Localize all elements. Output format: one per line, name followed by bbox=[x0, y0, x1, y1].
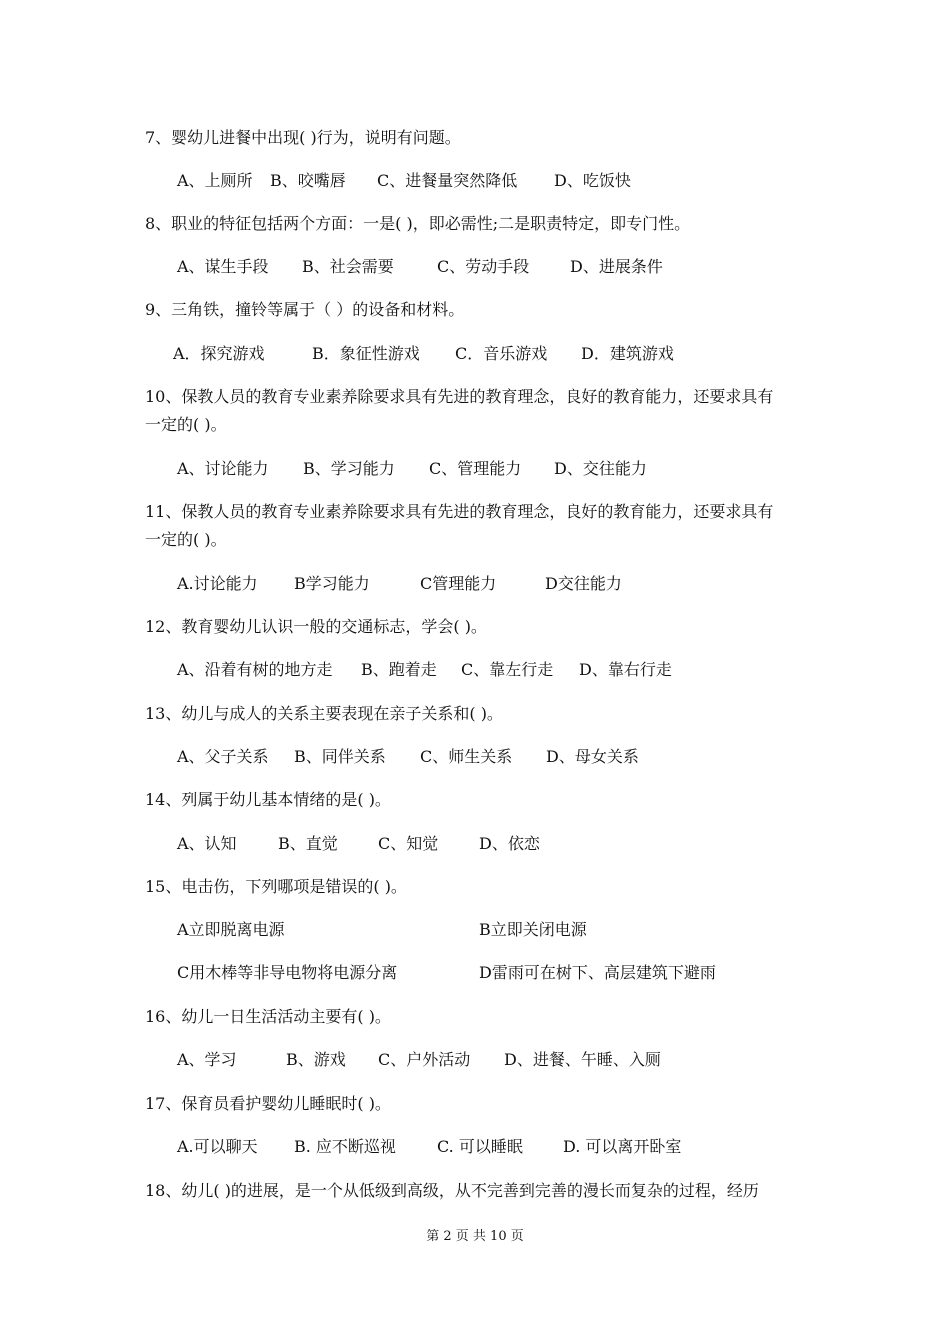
question-14-option-d: D、依恋 bbox=[479, 834, 540, 853]
question-11-stem-line-1: 11、保教人员的教育专业素养除要求具有先进的教育理念，良好的教育能力，还要求具有 bbox=[145, 502, 774, 521]
question-10-option-d: D、交往能力 bbox=[554, 459, 647, 478]
question-7-option-a: A、上厕所 bbox=[177, 171, 253, 190]
question-9-option-d: D．建筑游戏 bbox=[581, 344, 674, 363]
question-17-option-d: D. 可以离开卧室 bbox=[563, 1137, 682, 1156]
question-8-option-a: A、谋生手段 bbox=[177, 257, 269, 276]
question-14-option-a: A、认知 bbox=[177, 834, 237, 853]
question-8-stem: 8、职业的特征包括两个方面：一是( )，即必需性;二是职责特定，即专门性。 bbox=[145, 214, 691, 233]
question-17-option-b: B. 应不断巡视 bbox=[294, 1137, 396, 1156]
question-14-option-c: C、知觉 bbox=[378, 834, 439, 853]
question-13-option-d: D、母女关系 bbox=[546, 747, 639, 766]
question-16-option-c: C、户外活动 bbox=[378, 1050, 471, 1069]
question-15-option-a: A立即脱离电源 bbox=[177, 920, 285, 939]
question-17-stem: 17、保育员看护婴幼儿睡眠时( )。 bbox=[145, 1094, 391, 1113]
question-10-stem-line-2: 一定的( )。 bbox=[145, 415, 227, 434]
page-number: 第 2 页 共 10 页 bbox=[426, 1229, 524, 1244]
question-9-option-a: A．探究游戏 bbox=[173, 344, 265, 363]
question-16-option-b: B、游戏 bbox=[286, 1050, 346, 1069]
question-18-stem: 18、幼儿( )的进展，是一个从低级到高级，从不完善到完善的漫长而复杂的过程，经历 bbox=[145, 1181, 759, 1200]
question-14-option-b: B、直觉 bbox=[278, 834, 338, 853]
question-16-option-d: D、进餐、午睡、入厕 bbox=[504, 1050, 661, 1069]
question-11-option-b: B学习能力 bbox=[294, 574, 370, 593]
question-16-option-a: A、学习 bbox=[177, 1050, 237, 1069]
question-8-option-b: B、社会需要 bbox=[302, 257, 394, 276]
question-15-option-d: D雷雨可在树下、高层建筑下避雨 bbox=[479, 963, 716, 982]
question-8-option-d: D、进展条件 bbox=[570, 257, 663, 276]
question-10-option-b: B、学习能力 bbox=[303, 459, 395, 478]
question-7-option-c: C、进餐量突然降低 bbox=[377, 171, 518, 190]
question-10-option-c: C、管理能力 bbox=[429, 459, 522, 478]
question-12-option-d: D、靠右行走 bbox=[579, 660, 672, 679]
question-7-stem: 7、婴幼儿进餐中出现( )行为，说明有问题。 bbox=[145, 128, 461, 147]
question-11-option-a: A.讨论能力 bbox=[177, 574, 258, 593]
question-13-option-c: C、师生关系 bbox=[420, 747, 513, 766]
question-8-option-c: C、劳动手段 bbox=[437, 257, 530, 276]
question-9-stem: 9、三角铁，撞铃等属于（ ）的设备和材料。 bbox=[145, 300, 465, 319]
question-9-option-c: C．音乐游戏 bbox=[455, 344, 548, 363]
question-16-stem: 16、幼儿一日生活活动主要有( )。 bbox=[145, 1007, 391, 1026]
question-12-option-b: B、跑着走 bbox=[361, 660, 437, 679]
question-10-stem-line-1: 10、保教人员的教育专业素养除要求具有先进的教育理念，良好的教育能力，还要求具有 bbox=[145, 387, 774, 406]
question-11-stem-line-2: 一定的( )。 bbox=[145, 530, 227, 549]
question-15-option-b: B立即关闭电源 bbox=[479, 920, 587, 939]
question-9-option-b: B．象征性游戏 bbox=[312, 344, 420, 363]
question-17-option-a: A.可以聊天 bbox=[177, 1137, 258, 1156]
question-12-option-a: A、沿着有树的地方走 bbox=[177, 660, 333, 679]
question-12-option-c: C、靠左行走 bbox=[461, 660, 554, 679]
question-7-option-b: B、咬嘴唇 bbox=[270, 171, 346, 190]
question-14-stem: 14、列属于幼儿基本情绪的是( )。 bbox=[145, 790, 391, 809]
question-12-stem: 12、教育婴幼儿认识一般的交通标志，学会( )。 bbox=[145, 617, 487, 636]
question-7-option-d: D、吃饭快 bbox=[554, 171, 631, 190]
question-11-option-d: D交往能力 bbox=[545, 574, 622, 593]
question-15-stem: 15、电击伤，下列哪项是错误的( )。 bbox=[145, 877, 407, 896]
question-10-option-a: A、讨论能力 bbox=[177, 459, 269, 478]
question-13-stem: 13、幼儿与成人的关系主要表现在亲子关系和( )。 bbox=[145, 704, 503, 723]
question-11-option-c: C管理能力 bbox=[420, 574, 497, 593]
question-13-option-a: A、父子关系 bbox=[177, 747, 269, 766]
question-15-option-c: C用木棒等非导电物将电源分离 bbox=[177, 963, 398, 982]
question-17-option-c: C. 可以睡眠 bbox=[437, 1137, 523, 1156]
question-13-option-b: B、同伴关系 bbox=[294, 747, 386, 766]
